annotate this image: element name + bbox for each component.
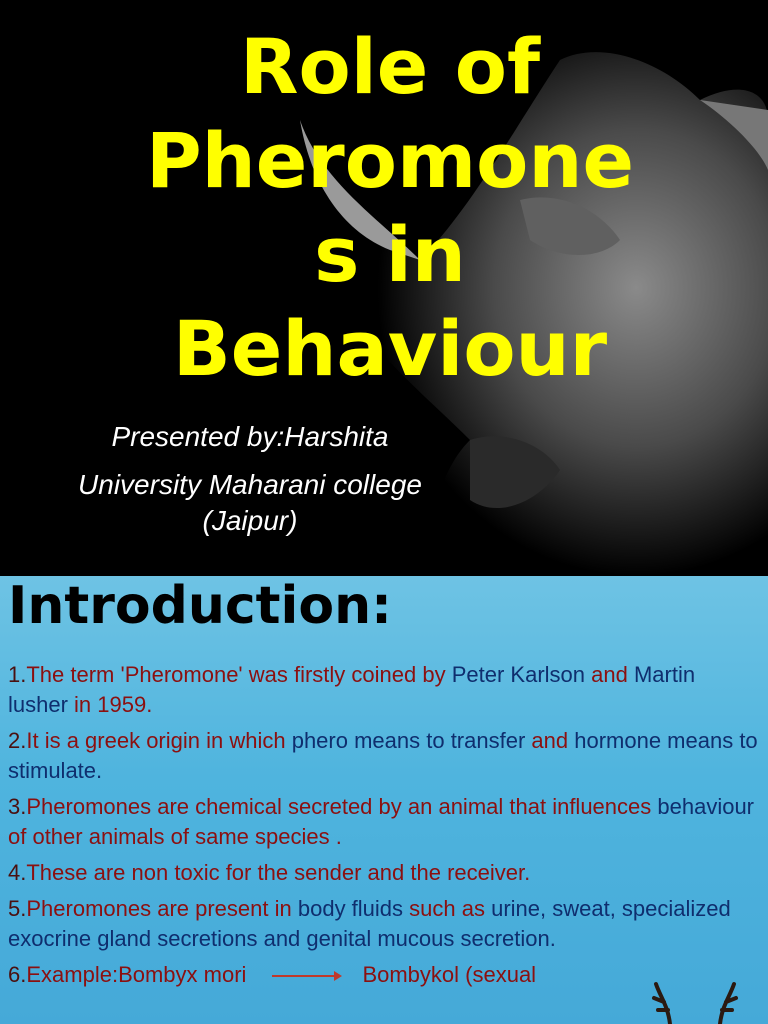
point-number: 6.: [8, 962, 27, 987]
point-text: and: [525, 728, 575, 753]
title-line: s in: [314, 210, 466, 299]
point-6: [8, 960, 760, 990]
point-4: [8, 858, 760, 888]
slide-title: [40, 20, 740, 396]
point-highlight: hormone means: [574, 728, 734, 753]
point-text: Bombykol (sexual: [362, 962, 537, 987]
point-highlight: urine, sweat, specialized exocrine gland secretions and genital mucous secretion.: [8, 896, 731, 951]
point-text: The term 'Pheromone' was firstly coined by: [26, 662, 452, 687]
point-text: and: [585, 662, 634, 687]
point-number: 4.: [8, 860, 27, 885]
point-text: Pheromones are present in: [26, 896, 298, 921]
title-line: Pheromone: [145, 116, 635, 205]
point-1: [8, 660, 760, 720]
point-highlight: behaviour: [657, 794, 755, 819]
antler-decoration-icon: [650, 976, 740, 1024]
point-text: in 1959.: [67, 692, 153, 717]
college-city-line: (Jaipur): [202, 505, 298, 536]
college-line: University Maharani college: [78, 469, 422, 500]
point-text: Example:Bombyx mori: [26, 962, 247, 987]
presenter-line: Presented by:Harshita: [111, 421, 389, 452]
point-highlight: body fluids: [297, 896, 404, 921]
point-number: 2.: [8, 728, 27, 753]
introduction-slide: [0, 576, 768, 1024]
point-highlight: Peter Karlson: [451, 662, 586, 687]
point-text: such as: [403, 896, 492, 921]
title-line: Behaviour: [172, 304, 608, 393]
point-2: [8, 726, 760, 786]
title-line: Role of: [239, 22, 541, 111]
point-text: of other: [8, 824, 89, 849]
point-number: 3.: [8, 794, 27, 819]
point-number: 1.: [8, 662, 27, 687]
point-highlight: Martin lusher: [8, 662, 696, 717]
point-3: [8, 792, 760, 852]
point-number: 5.: [8, 896, 27, 921]
point-text: It is a greek origin in which: [26, 728, 292, 753]
introduction-heading: Introduction:: [8, 576, 392, 636]
point-text: Pheromones are chemical secreted by an animal that influences: [26, 794, 658, 819]
point-text: animals of same species .: [88, 824, 342, 849]
point-highlight: phero means: [291, 728, 421, 753]
points-list: [8, 660, 760, 996]
point-5: [8, 894, 760, 954]
point-text: These are non toxic for the sender and the receiver.: [26, 860, 531, 885]
point-highlight: to transfer: [420, 728, 526, 753]
arrow-right-icon: [272, 969, 342, 983]
point-highlight: to stimulate.: [8, 728, 758, 783]
